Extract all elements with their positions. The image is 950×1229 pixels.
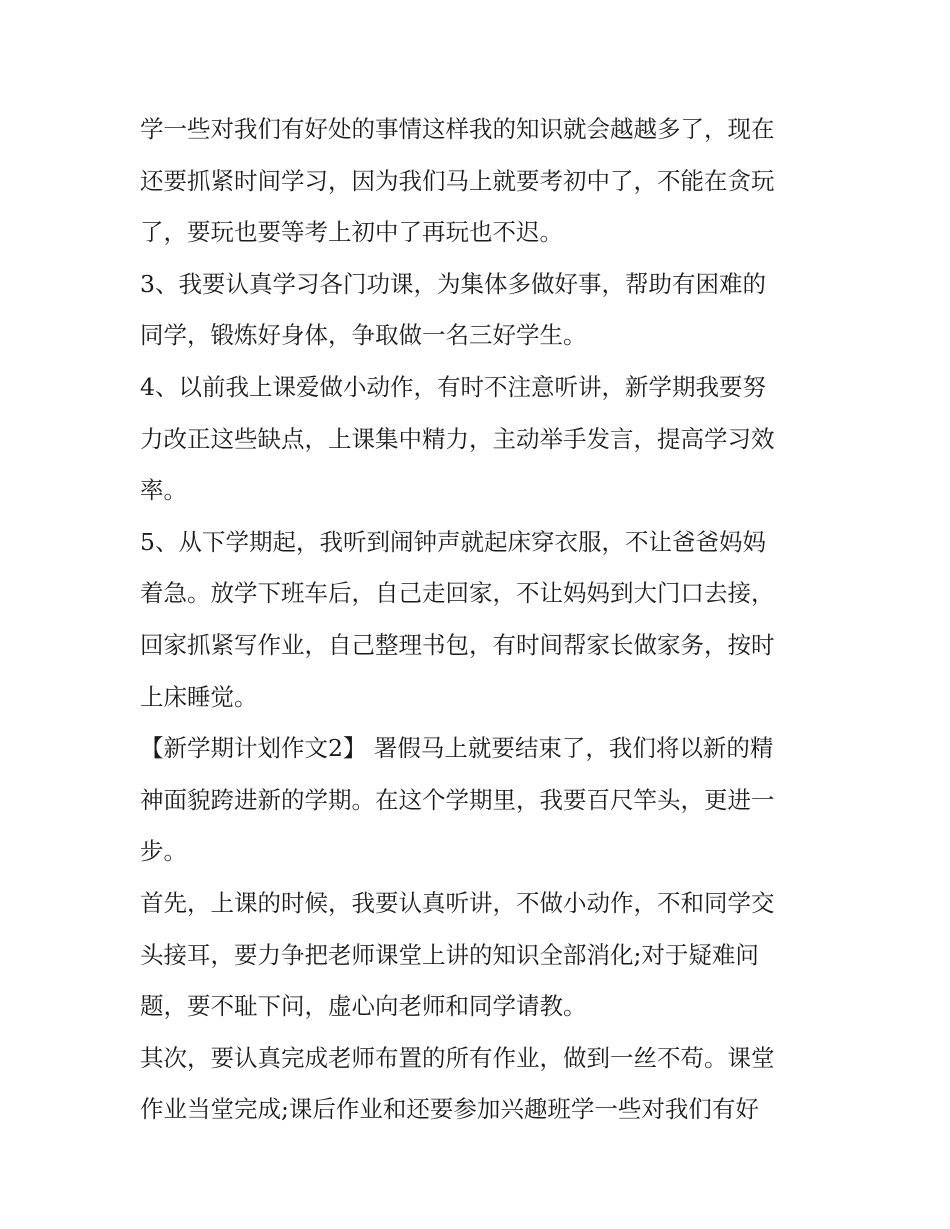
text-line: 回家抓紧写作业，自己整理书包，有时间帮家长做家务，按时 <box>140 630 775 659</box>
text-line: 4、以前我上课爱做小动作，有时不注意听讲，新学期我要努 <box>140 372 766 401</box>
text-line: 力改正这些缺点，上课集中精力，主动举手发言，提高学习效 <box>140 424 775 453</box>
text-line: 神面貌跨进新的学期。在这个学期里，我要百尺竿头，更进一 <box>140 785 775 814</box>
text-line: 其次，要认真完成老师布置的所有作业，做到一丝不苟。课堂 <box>140 1043 775 1072</box>
text-line: 题，要不耻下问，虚心向老师和同学请教。 <box>140 992 587 1021</box>
text-line: 了，要玩也要等考上初中了再玩也不迟。 <box>140 218 563 247</box>
document-body <box>140 104 820 1136</box>
text-line: 上床睡觉。 <box>140 682 258 711</box>
text-line: 还要抓紧时间学习，因为我们马上就要考初中了，不能在贪玩 <box>140 166 775 195</box>
text-line: 头接耳，要力争把老师课堂上讲的知识全部消化;对于疑难问 <box>140 940 759 969</box>
text-line: 首先，上课的时候，我要认真听讲，不做小动作，不和同学交 <box>140 888 775 917</box>
text-line: 5、从下学期起，我听到闹钟声就起床穿衣服，不让爸爸妈妈 <box>140 527 766 556</box>
text-line: 学一些对我们有好处的事情这样我的知识就会越越多了，现在 <box>140 115 775 143</box>
section-heading-line: 【新学期计划作文2】 署假马上就要结束了，我们将以新的精 <box>140 734 774 763</box>
text-line: 率。 <box>140 476 187 505</box>
text-line: 着急。放学下班车后，自己走回家，不让妈妈到大门口去接， <box>140 579 775 608</box>
text-line: 步。 <box>140 837 187 866</box>
text-line: 同学，锻炼好身体，争取做一名三好学生。 <box>140 321 587 350</box>
text-line: 作业当堂完成;课后作业和还要参加兴趣班学一些对我们有好 <box>140 1095 759 1124</box>
text-line: 3、我要认真学习各门功课，为集体多做好事，帮助有困难的 <box>140 269 766 298</box>
